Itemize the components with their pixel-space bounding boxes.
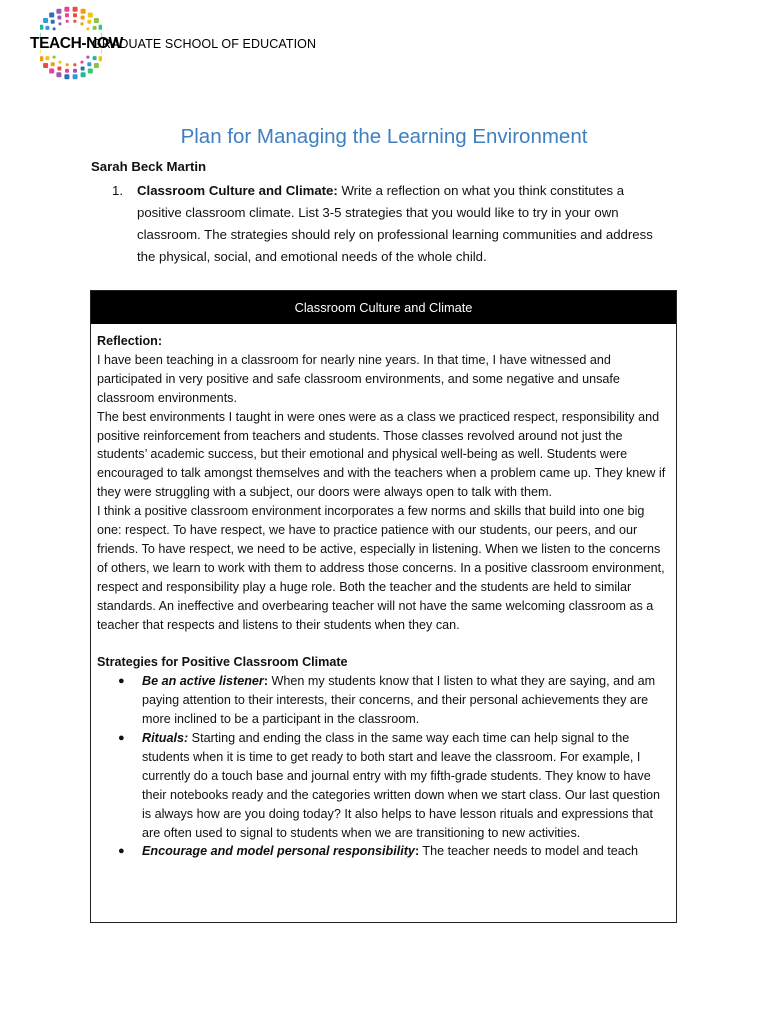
logo-tile — [73, 74, 78, 79]
strategy-title: Rituals: — [142, 731, 189, 746]
logo-tile — [73, 13, 77, 17]
logo-tile — [57, 16, 61, 20]
logo-tile — [45, 56, 49, 60]
logo-tile — [59, 61, 62, 64]
logo-tile — [99, 56, 102, 61]
logo-tile — [66, 20, 69, 23]
logo-tile — [65, 69, 69, 73]
logo-tile — [66, 63, 69, 66]
reflection-paragraph: The best environments I taught in were ones were as a class we practiced respect, responsibility and positive reinforcement from teachers and students. Those classes revolved around not just the students’ academic success, but their emotional and physical well-being as well. Students were encouraged to talk amongst themselves and with the teachers when a problem came up. They knew if they were struggling with a subject, our doors were always open to talk with them. — [97, 409, 666, 500]
logo-text: TEACH-NOW — [30, 35, 123, 52]
logo-tile — [56, 72, 61, 77]
strategy-title: Encourage and model personal responsibility — [142, 844, 415, 859]
logo-tile — [81, 22, 84, 25]
logo-tile — [86, 56, 89, 59]
logo-tile — [87, 20, 91, 24]
logo-tile — [94, 63, 99, 68]
logo-tile — [81, 72, 86, 77]
prompt-item — [112, 180, 672, 268]
logo-tile — [81, 67, 85, 71]
strategy-item — [97, 729, 670, 842]
strategy-text: The teacher needs to model and teach — [419, 844, 639, 859]
strategies-heading: Strategies for Positive Classroom Climate — [97, 655, 348, 670]
logo-tile — [87, 62, 91, 66]
logo-tile — [88, 69, 93, 74]
school-name: GRADUATE SCHOOL OF EDUCATION — [92, 37, 317, 51]
logo-tile — [40, 25, 43, 30]
logo-tile — [43, 63, 48, 68]
strategy-title: Be an active listener — [142, 674, 264, 689]
logo-tile — [73, 20, 76, 23]
bullet-icon: ● — [118, 732, 125, 745]
author-name: Sarah Beck Martin — [91, 159, 207, 174]
prompt-label: Classroom Culture and Climate: — [137, 183, 338, 198]
logo-tile — [49, 13, 54, 18]
logo-tile — [49, 69, 54, 74]
logo-tile — [81, 9, 86, 14]
logo-tile — [65, 13, 69, 17]
logo-tile — [53, 56, 56, 59]
climate-table — [90, 290, 677, 923]
bullet-icon: ● — [118, 845, 125, 858]
page-title: Plan for Managing the Learning Environment — [180, 125, 588, 148]
logo-tile — [51, 20, 55, 24]
logo-tile — [40, 56, 43, 61]
reflection-paragraph: I think a positive classroom environment incorporates a few norms and skills that build into one big one: respect. To have respect, we have to practice patience with our students, our peers, and our friends. To have respect, we need to be active, especially in listening. When we listen to the concerns of others, we learn to work with them to address those concerns. In a positive classroom environment, respect and responsibility play a huge role. Both the teacher and the students are held to similar standards. An ineffective and overbearing teacher will not have the same welcoming classroom as a teacher that respects and listens to their students when they can. — [97, 504, 665, 632]
prompt-number: 1. — [112, 183, 123, 198]
logo-tile — [81, 61, 84, 64]
header — [28, 4, 448, 84]
logo-tile — [73, 7, 78, 12]
bullet-icon: ● — [118, 675, 125, 688]
logo-tile — [59, 22, 62, 25]
logo-tile — [73, 69, 77, 73]
logo-tile — [43, 18, 48, 23]
logo-tile — [86, 27, 89, 30]
reflection-paragraph: I have been teaching in a classroom for nearly nine years. In that time, I have witnessed and participated in very positive and safe classroom environments, and some negative and unsafe classroom environments. — [97, 352, 620, 405]
logo-tile — [64, 74, 69, 79]
logo-tile — [53, 27, 56, 30]
strategies-list — [97, 672, 670, 861]
strategy-item: ● Encourage and model personal responsibility: The teacher needs to model and teach — [97, 842, 670, 861]
logo-tile — [56, 9, 61, 14]
logo-tile — [94, 18, 99, 23]
logo-tile — [93, 56, 97, 60]
table-header: Classroom Culture and Climate — [91, 291, 676, 324]
logo-tile — [88, 13, 93, 18]
strategy-item: ● Be an active listener: When my students know that I listen to what they are saying, and am paying attention to their interests, their concerns, and their personal achievements they are more inclined to be a participant in the classroom. — [118, 674, 656, 727]
strategy-text: Starting and ending the class in the same way each time can help signal to the students when it is time to get ready to both start and leave the classroom. For example, I currently do a touch base and journal entry with my fifth-grade students. They know to have their notebooks ready and the categories written down when we start class. Our last question is always how are you doing today? It also helps to have lesson rituals and expressions that are often used to signal to students when we are transitioning to new activities. — [142, 731, 661, 840]
logo-tile — [64, 7, 69, 12]
logo-tile — [93, 26, 97, 30]
logo-tile — [45, 26, 49, 30]
logo-tile — [73, 63, 76, 66]
table-body — [91, 324, 676, 861]
strategy-text: When my students know that I listen to what they are saying, and am paying attention to their interests, their concerns, and their personal achievements they are more inclined to be a participant in the classroom. — [142, 674, 656, 727]
prompt-body — [137, 180, 672, 268]
prompt-text: Write a reflection on what you think constitutes a positive classroom climate. List 3-5 strategies that you would like to try in your own classroom. The strategies should rely on professional learning communities and address the physical, social, and emotional needs of the whole child. — [137, 183, 653, 264]
logo-tile — [99, 25, 102, 30]
logo-tile — [81, 16, 85, 20]
reflection-heading: Reflection: — [97, 334, 163, 348]
logo-tile — [51, 62, 55, 66]
logo-tile — [57, 67, 61, 71]
